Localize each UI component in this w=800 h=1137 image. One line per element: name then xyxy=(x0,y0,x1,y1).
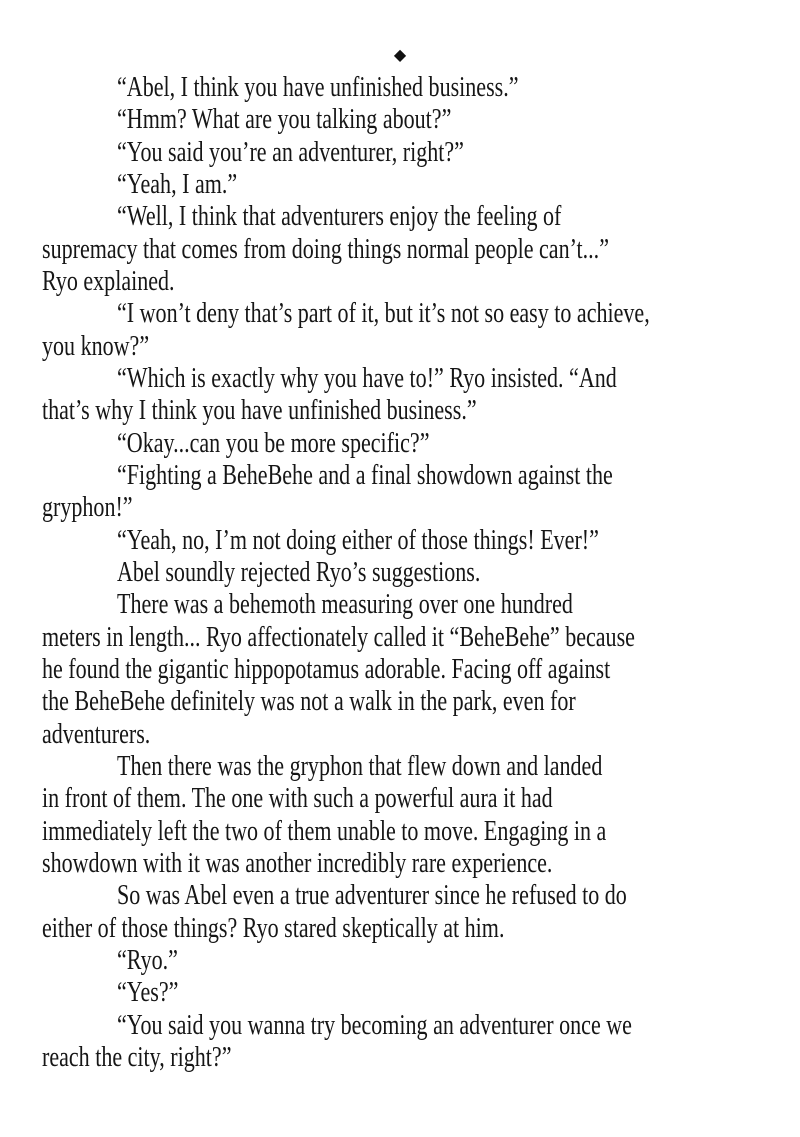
text-line-content: “Fighting a BeheBehe and a final showdown against the xyxy=(117,458,613,491)
text-line xyxy=(42,297,800,329)
text-line-content: “Hmm? What are you talking about?” xyxy=(117,103,452,136)
text-line-content: Abel soundly rejected Ryo’s suggestions. xyxy=(117,555,481,588)
text-line xyxy=(42,879,800,911)
text-line-content: the BeheBehe definitely was not a walk in the park, even for xyxy=(42,685,576,718)
text-line xyxy=(42,233,800,265)
text-line-content: There was a behemoth measuring over one hundred xyxy=(117,588,573,621)
text-line xyxy=(42,168,800,200)
text-line-content: showdown with it was another incredibly rare experience. xyxy=(42,846,553,879)
scene-break-ornament xyxy=(42,38,758,71)
text-line xyxy=(42,491,800,523)
text-line xyxy=(42,524,800,556)
text-line xyxy=(42,71,800,103)
text-line xyxy=(42,750,800,782)
text-line xyxy=(42,815,800,847)
text-line xyxy=(42,136,800,168)
text-line-content: “Yeah, no, I’m not doing either of those things! Ever!” xyxy=(117,523,599,556)
text-line xyxy=(42,685,800,717)
text-line-content: Then there was the gryphon that flew down and landed xyxy=(117,749,603,782)
text-line xyxy=(42,653,800,685)
text-line-content: either of those things? Ryo stared skeptically at him. xyxy=(42,911,505,944)
text-line-content: gryphon!” xyxy=(42,491,133,524)
text-line-content: immediately left the two of them unable to move. Engaging in a xyxy=(42,814,607,847)
text-line-content: that’s why I think you have unfinished business.” xyxy=(42,394,477,427)
text-line-content: reach the city, right?” xyxy=(42,1040,232,1073)
text-line xyxy=(42,621,800,653)
text-line xyxy=(42,782,800,814)
text-line xyxy=(42,847,800,879)
text-line-content: “Abel, I think you have unfinished business.” xyxy=(117,71,519,103)
text-line-content: “You said you wanna try becoming an adventurer once we xyxy=(117,1008,632,1041)
text-line xyxy=(42,394,800,426)
text-line xyxy=(42,1041,800,1073)
text-line-content: “Which is exactly why you have to!” Ryo insisted. “And xyxy=(117,361,617,394)
text-line-content: “I won’t deny that’s part of it, but it’s not so easy to achieve, xyxy=(117,297,650,330)
text-line xyxy=(42,265,800,297)
text-line-content: “Well, I think that adventurers enjoy the feeling of xyxy=(117,200,562,233)
text-line-content: So was Abel even a true adventurer since he refused to do xyxy=(117,879,627,912)
text-line xyxy=(42,718,800,750)
text-line-content: he found the gigantic hippopotamus adorable. Facing off against xyxy=(42,652,611,685)
text-line-content: you know?” xyxy=(42,329,150,362)
text-line xyxy=(42,556,800,588)
body-text xyxy=(42,71,800,1073)
text-line-content: “You said you’re an adventurer, right?” xyxy=(117,135,464,168)
text-line-content: “Yeah, I am.” xyxy=(117,167,238,200)
text-line xyxy=(42,200,800,232)
text-line-content: meters in length... Ryo affectionately called it “BeheBehe” because xyxy=(42,620,635,653)
text-line-content: “Yes?” xyxy=(117,976,179,1009)
text-line-content: “Okay...can you be more specific?” xyxy=(117,426,430,459)
text-line xyxy=(42,944,800,976)
text-line xyxy=(42,362,800,394)
text-line-content: in front of them. The one with such a powerful aura it had xyxy=(42,782,553,815)
diamond-icon: ◆ xyxy=(393,45,407,64)
text-line xyxy=(42,330,800,362)
text-line xyxy=(42,1009,800,1041)
text-line xyxy=(42,103,800,135)
text-line-content: adventurers. xyxy=(42,717,151,750)
text-line xyxy=(42,427,800,459)
text-line xyxy=(42,588,800,620)
text-line xyxy=(42,976,800,1008)
text-line-content: supremacy that comes from doing things normal people can’t...” xyxy=(42,232,609,265)
text-line-content: Ryo explained. xyxy=(42,264,175,297)
text-line xyxy=(42,912,800,944)
text-line xyxy=(42,459,800,491)
text-line-content: “Ryo.” xyxy=(117,943,178,976)
